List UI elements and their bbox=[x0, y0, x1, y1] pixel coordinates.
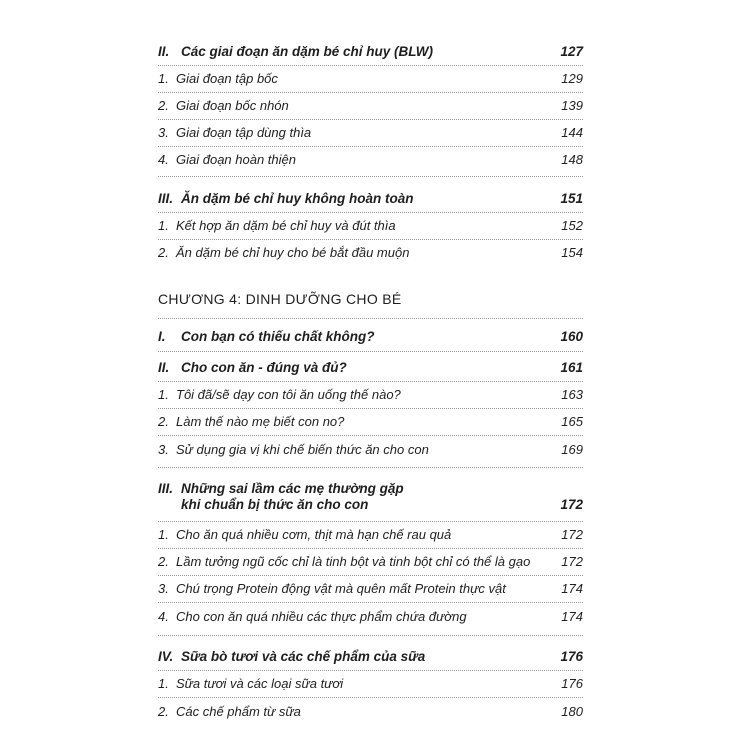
toc-section-title: Các giai đoạn ăn dặm bé chỉ huy (BLW) bbox=[181, 44, 434, 59]
divider bbox=[158, 670, 583, 671]
toc-page-number: 172 bbox=[560, 497, 583, 512]
toc-page-number: 144 bbox=[561, 125, 583, 140]
toc-page-number: 169 bbox=[561, 442, 583, 457]
divider bbox=[158, 351, 583, 352]
toc-page-number: 161 bbox=[560, 360, 583, 375]
toc-section-entry: I. Con bạn có thiếu chất không? 160 bbox=[158, 329, 583, 344]
toc-item: 2. Ăn dặm bé chỉ huy cho bé bắt đầu muộn 154 bbox=[158, 245, 583, 260]
toc-section-title: Sữa bò tươi và các chế phẩm của sữa bbox=[181, 649, 426, 664]
toc-page-number: 129 bbox=[561, 71, 583, 86]
toc-page-number: 160 bbox=[560, 329, 583, 344]
toc-page-number: 180 bbox=[561, 704, 583, 719]
toc-page-number: 163 bbox=[561, 387, 583, 402]
toc-item: 3. Giai đoạn tập dùng thìa 144 bbox=[158, 125, 583, 140]
toc-page-number: 176 bbox=[560, 649, 583, 664]
toc-item: 2. Giai đoạn bốc nhón 139 bbox=[158, 98, 583, 113]
divider bbox=[158, 635, 583, 636]
toc-page-number: 174 bbox=[561, 609, 583, 624]
toc-item: 3. Chú trọng Protein động vật mà quên mất Protein thực vật 174 bbox=[158, 581, 583, 596]
toc-page-number: 148 bbox=[561, 152, 583, 167]
divider bbox=[158, 212, 583, 213]
divider bbox=[158, 239, 583, 240]
divider bbox=[158, 176, 583, 177]
divider bbox=[158, 119, 583, 120]
divider bbox=[158, 408, 583, 409]
divider bbox=[158, 146, 583, 147]
toc-section-entry: III. Ăn dặm bé chỉ huy không hoàn toàn 151 bbox=[158, 191, 583, 206]
toc-item: 1. Kết hợp ăn dặm bé chỉ huy và đút thìa 152 bbox=[158, 218, 583, 233]
toc-page-number: 151 bbox=[560, 191, 583, 206]
toc-item: 1. Cho ăn quá nhiều cơm, thịt mà hạn chế rau quả 172 bbox=[158, 527, 583, 542]
divider bbox=[158, 575, 583, 576]
chapter-heading: CHƯƠNG 4: DINH DƯỠNG CHO BÉ bbox=[158, 291, 402, 307]
toc-item: 1. Giai đoạn tập bốc 129 bbox=[158, 71, 583, 86]
toc-item: 3. Sử dụng gia vị khi chế biến thức ăn cho con 169 bbox=[158, 442, 583, 457]
toc-section-title: Những sai lầm các mẹ thường gặp bbox=[181, 481, 404, 496]
toc-item: 4. Cho con ăn quá nhiều các thực phẩm chứa đường 174 bbox=[158, 609, 583, 624]
toc-item: 1. Sữa tươi và các loại sữa tươi 176 bbox=[158, 676, 583, 691]
toc-page-number: 154 bbox=[561, 245, 583, 260]
divider bbox=[158, 381, 583, 382]
toc-section-entry: III. Những sai lầm các mẹ thường gặp khi chuẩn bị thức ăn cho con 172 bbox=[158, 481, 583, 512]
toc-item: 2. Các chế phẩm từ sữa 180 bbox=[158, 704, 583, 719]
toc-section-title: Con bạn có thiếu chất không? bbox=[181, 329, 375, 344]
toc-item: 2. Làm thế nào mẹ biết con no? 165 bbox=[158, 414, 583, 429]
divider bbox=[158, 92, 583, 93]
toc-page-number: 127 bbox=[560, 44, 583, 59]
divider bbox=[158, 548, 583, 549]
divider bbox=[158, 435, 583, 436]
toc-section-entry: IV. Sữa bò tươi và các chế phẩm của sữa 176 bbox=[158, 649, 583, 664]
divider bbox=[158, 697, 583, 698]
toc-page-number: 152 bbox=[561, 218, 583, 233]
divider bbox=[158, 602, 583, 603]
toc-page-number: 172 bbox=[561, 527, 583, 542]
toc-page-number: 165 bbox=[561, 414, 583, 429]
toc-section-entry: II. Các giai đoạn ăn dặm bé chỉ huy (BLW) 127 bbox=[158, 44, 583, 59]
toc-page-number: 176 bbox=[561, 676, 583, 691]
divider bbox=[158, 65, 583, 66]
toc-section-entry: II. Cho con ăn - đúng và đủ? 161 bbox=[158, 360, 583, 375]
toc-page-number: 139 bbox=[561, 98, 583, 113]
divider bbox=[158, 318, 583, 319]
toc-page-number: 172 bbox=[561, 554, 583, 569]
divider bbox=[158, 521, 583, 522]
toc-item: 2. Lầm tưởng ngũ cốc chỉ là tinh bột và tinh bột chỉ có thể là gạo 172 bbox=[158, 554, 583, 569]
toc-section-title-continued: khi chuẩn bị thức ăn cho con bbox=[181, 497, 369, 512]
toc-section-title: Ăn dặm bé chỉ huy không hoàn toàn bbox=[181, 191, 414, 206]
toc-item: 4. Giai đoạn hoàn thiện 148 bbox=[158, 152, 583, 167]
toc-item: 1. Tôi đã/sẽ dạy con tôi ăn uống thế nào? 163 bbox=[158, 387, 583, 402]
toc-section-title: Cho con ăn - đúng và đủ? bbox=[181, 360, 347, 375]
toc-page-number: 174 bbox=[561, 581, 583, 596]
divider bbox=[158, 467, 583, 468]
